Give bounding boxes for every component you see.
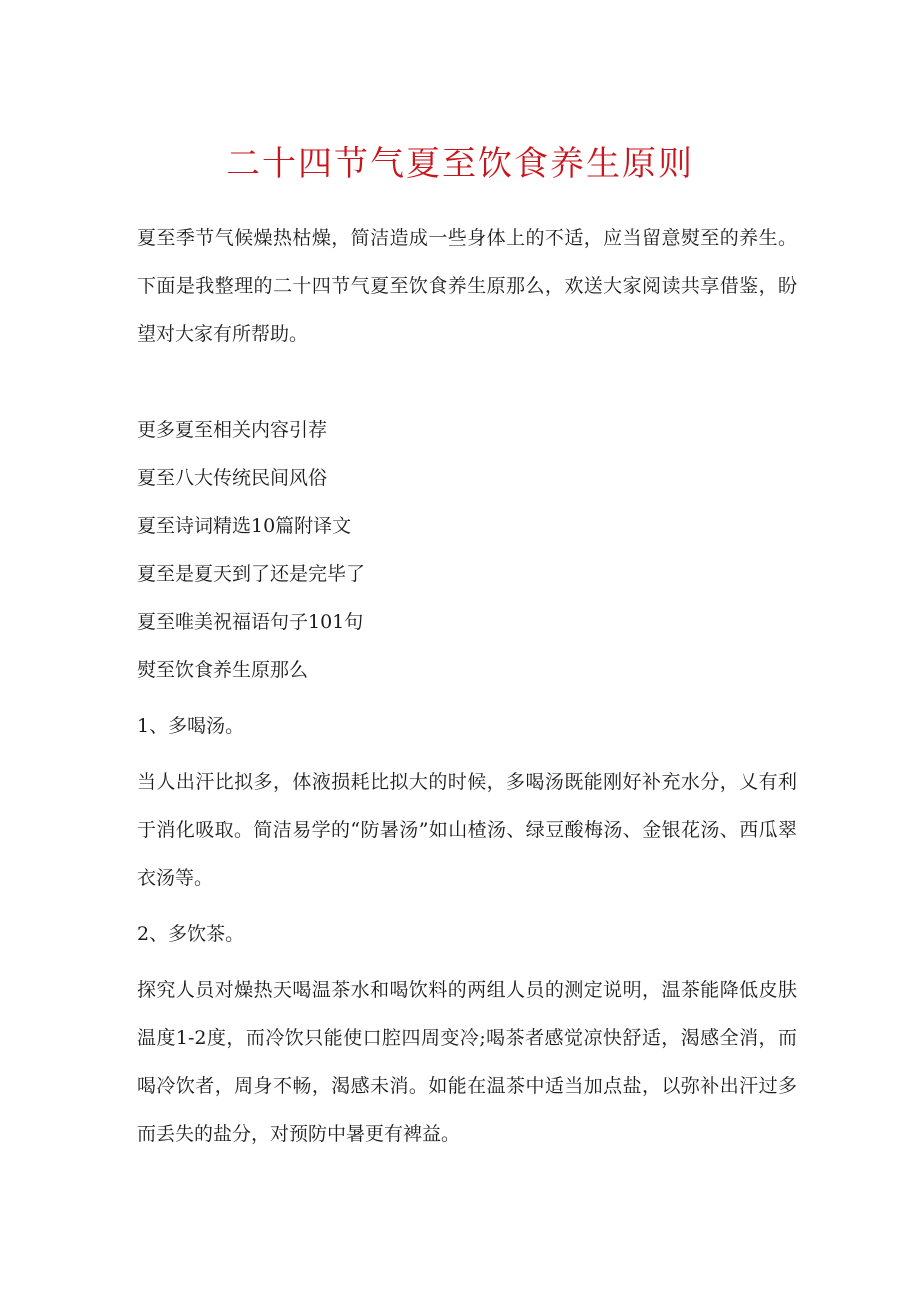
related-link[interactable]: 夏至是夏天到了还是完毕了	[137, 563, 366, 585]
related-link[interactable]: 夏至诗词精选10篇附译文	[137, 515, 352, 537]
related-link[interactable]: 夏至唯美祝福语句子101句	[137, 611, 364, 633]
document-body	[137, 214, 797, 1158]
related-links-list	[137, 406, 797, 694]
section-heading: 2、多饮茶。	[137, 923, 245, 945]
section-paragraph: 当人出汗比拟多，体液损耗比拟大的时候，多喝汤既能刚好补充水分，乂有利于消化吸取。简洁易学的“防暑汤”如山楂汤、绿豆酸梅汤、金银花汤、西瓜翠衣汤等。	[137, 771, 797, 889]
document-title: 二十四节气夏至饮食养生原则	[226, 144, 694, 184]
section-paragraph: 探究人员对燥热天喝温茶水和喝饮料的两组人员的测定说明，温茶能降低皮肤温度1-2度，而冷饮只能使口腔四周变冷;喝茶者感觉凉快舒适，渴感全消，而喝冷饮者，周身不畅，渴感未消。如能在温茶中适当加点盐，以弥补出汗过多而丢失的盐分，对预防中暑更有裨益。	[137, 979, 797, 1145]
related-link-heading: 更多夏至相关内容引荐	[137, 419, 328, 441]
related-link[interactable]: 夏至八大传统民间风俗	[137, 467, 328, 489]
section-heading-main: 熨至饮食养生原那么	[137, 659, 309, 681]
section-heading: 1、多喝汤。	[137, 715, 245, 737]
intro-paragraph: 夏至季节气候燥热枯燥，简洁造成一些身体上的不适，应当留意熨至的养生。下面是我整理的二十四节气夏至饮食养生原那么，欢送大家阅读共享借鉴，盼望对大家有所帮助。	[137, 227, 797, 345]
spacer	[137, 358, 797, 406]
